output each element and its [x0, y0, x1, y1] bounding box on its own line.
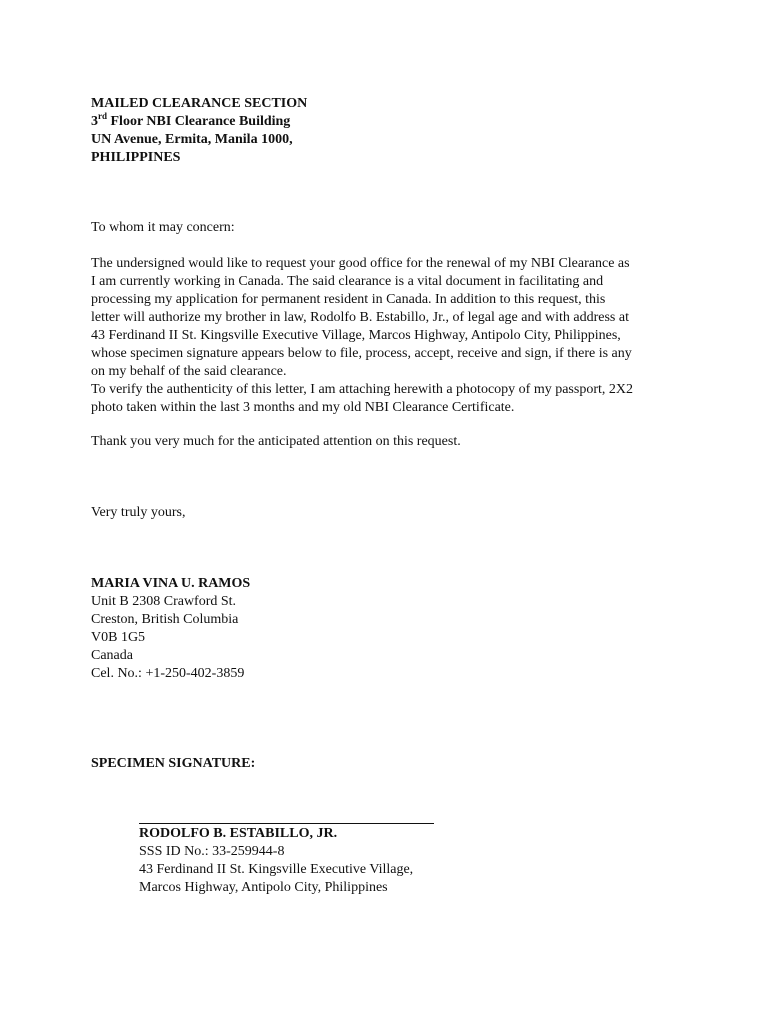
- sender-country: Canada: [91, 648, 133, 663]
- recipient-line-4: PHILIPPINES: [91, 150, 181, 165]
- sender-address-line-1: Unit B 2308 Crawford St.: [91, 594, 237, 609]
- recipient-line-2: [91, 113, 307, 131]
- sender-block: [91, 575, 250, 683]
- recipient-address: [91, 95, 307, 167]
- sender-name: MARIA VINA U. RAMOS: [91, 576, 251, 591]
- body-line: The undersigned would like to request your good office for the renewal of my NBI Clearance as: [91, 256, 630, 271]
- authorized-person-address-line-2: Marcos Highway, Antipolo City, Philippines: [139, 880, 388, 895]
- body-line: photo taken within the last 3 months and my old NBI Clearance Certificate.: [91, 400, 515, 415]
- authorized-person-block: [139, 825, 413, 897]
- sender-address-line-2: Creston, British Columbia: [91, 612, 239, 627]
- thank-you-line: Thank you very much for the anticipated attention on this request.: [91, 434, 461, 449]
- recipient-building: Floor NBI Clearance Building: [107, 114, 291, 129]
- body-line: processing my application for permanent resident in Canada. In addition to this request, this: [91, 292, 606, 307]
- body-line: To verify the authenticity of this letter, I am attaching herewith a photocopy of my passport, 2X2: [91, 382, 633, 397]
- body-line: I am currently working in Canada. The said clearance is a vital document in facilitating and: [91, 274, 604, 289]
- sender-postal-code: V0B 1G5: [91, 630, 146, 645]
- body-line: whose specimen signature appears below to file, process, accept, receive and sign, if there is any: [91, 346, 632, 361]
- recipient-line-3: UN Avenue, Ermita, Manila 1000,: [91, 132, 293, 147]
- salutation: To whom it may concern:: [91, 220, 235, 235]
- authorized-person-name: RODOLFO B. ESTABILLO, JR.: [139, 826, 338, 841]
- recipient-floor-suffix: rd: [98, 111, 107, 121]
- specimen-signature-label: SPECIMEN SIGNATURE:: [91, 756, 256, 771]
- body-line: letter will authorize my brother in law, Rodolfo B. Estabillo, Jr., of legal age and with address at: [91, 310, 629, 325]
- signature-line: [139, 823, 434, 824]
- recipient-line-1: MAILED CLEARANCE SECTION: [91, 96, 308, 111]
- letter-body: [91, 255, 691, 417]
- authorized-person-address-line-1: 43 Ferdinand II St. Kingsville Executive Village,: [139, 862, 414, 877]
- closing: Very truly yours,: [91, 505, 186, 520]
- authorized-person-sss: SSS ID No.: 33-259944-8: [139, 844, 285, 859]
- recipient-floor-number: 3: [91, 114, 98, 129]
- body-line: 43 Ferdinand II St. Kingsville Executive Village, Marcos Highway, Antipolo City, Philippines,: [91, 328, 621, 343]
- body-line: on my behalf of the said clearance.: [91, 364, 287, 379]
- sender-phone: Cel. No.: +1-250-402-3859: [91, 666, 245, 681]
